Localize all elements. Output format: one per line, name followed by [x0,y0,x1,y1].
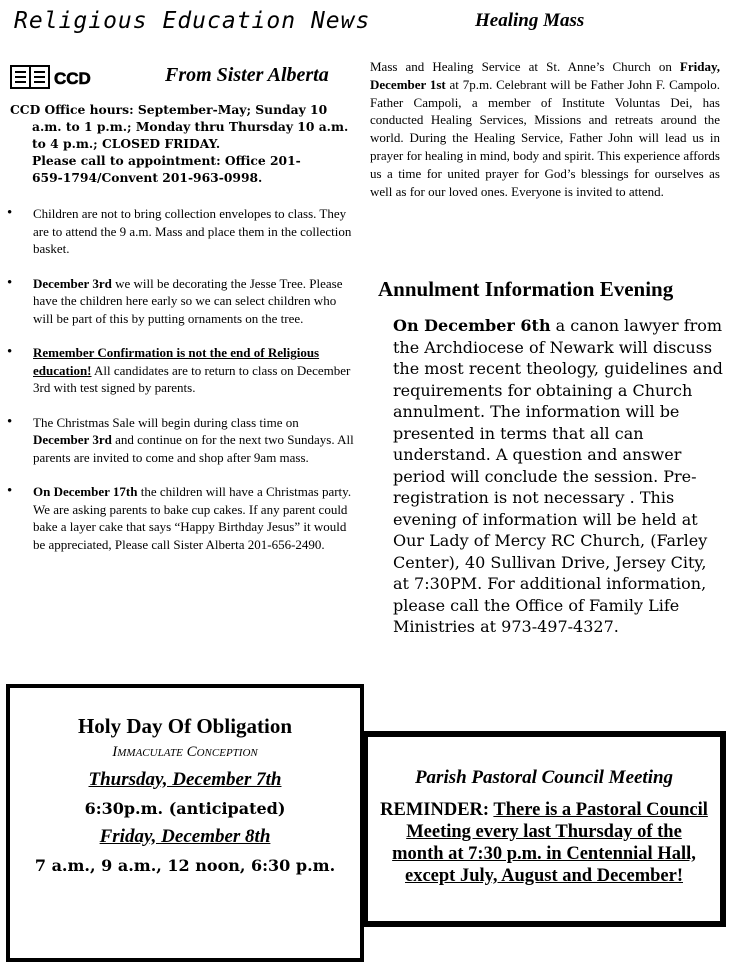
item-lead: On December 17th [33,484,138,499]
item-text: we will be decorating the Jesse Tree. Please have the children here early so we can select children who will be part of this by putting ornaments on the tree. [33,275,343,326]
holy-day-box [6,684,364,962]
healing-mass-text [370,58,720,200]
annulment-text [393,315,727,638]
annulment-lead: On December 6th [393,316,551,335]
office-hours-line: CCD Office hours: September-May; Sunday 10 [10,102,328,117]
healing-date: Friday, December 1st [370,59,720,92]
holy-day-date-2: Friday, December 8th [99,826,271,847]
list-item [6,275,356,328]
item-lead: December 3rd [33,275,112,291]
list-item [6,205,356,258]
reminder-label: REMINDER: [380,800,490,820]
office-hours-line: to 4 p.m.; CLOSED FRIDAY. [32,136,221,151]
parish-council-reminder [380,799,708,887]
annulment-body: a canon lawyer from the Archdiocese of Newark will discuss the most recent theology, guidelines and requirements for obtaining a Church annulment. The information will be presented in terms that all can understand. A question and answer period will conclude the session. Pre-registration is not necessary . This evening of information will be held at Our Lady of Mercy RC Church, (Farley Center), 40 Sullivan Drive, Jersey City, at 7:30PM. For additional information, please call the Office of Family Life Ministries at 973-497-4327. [393,316,723,636]
ccd-logo-text: CCD [54,69,91,88]
reminder-text: There is a Pastoral Council Meeting every last Thursday of the month at 7:30 p.m. in Centennial Hall, except July, August and December! [392,800,708,886]
office-hours-line: 659-1794/Convent 201-963-0998. [32,170,263,185]
item-lead: December 3rd [33,432,112,447]
healing-pre: Mass and Healing Service at St. Anne’s Church on [370,59,680,74]
healing-mass-heading: Healing Mass [475,10,585,31]
holy-day-title: Holy Day Of Obligation [77,714,293,738]
newsletter-title: Religious Education News [14,8,371,34]
list-item [6,483,356,553]
ccd-book-logo [8,60,100,92]
item-text: the children will have a Christmas party. We are asking parents to bake cup cakes. If any parent could bake a layer cake that says “Happy Birthday Jesus” it would be appreciated, Please call Sister Alberta 201-656-2490. [33,484,352,552]
list-item [6,344,356,397]
healing-post: at 7p.m. Celebrant will be Father John F. Campolo. Father Campoli, a member of Institute Voluntas Dei, has conducted Healing Services, Missions and retreats around the world. During the Healing Service, Father John will lead us in prayer for healing in mind, body and spirit. This experience affords us a time for united prayer for God’s blessings for ourselves as well as for our loved ones. Everyone is invited to attend. [370,76,720,199]
item-text: and continue on for the next two Sundays. All parents are invited to come and shop after 9am mass. [33,432,354,465]
item-text: All candidates are to return to class on December 3rd with test signed by parents. [33,362,351,395]
holy-day-time-2: 7 a.m., 9 a.m., 12 noon, 6:30 p.m. [34,856,336,875]
parish-council-box [362,731,726,927]
parish-council-title: Parish Pastoral Council Meeting [414,767,674,788]
office-hours-line: Please call to appointment: Office 201- [32,153,301,168]
holy-day-subtitle: Immaculate Conception [112,744,258,760]
annulment-heading: Annulment Information Evening [378,277,674,301]
office-hours-line: a.m. to 1 p.m.; Monday thru Thursday 10 a.m. [32,119,349,134]
item-pre: The Christmas Sale will begin during class time on [33,414,299,430]
item-lead: Remember Confirmation is not the end of Religious education! [33,345,320,378]
office-hours [10,101,360,186]
list-item [6,414,356,467]
item-text: Children are not to bring collection envelopes to class. They are to attend the 9 a.m. Mass and place them in the collection basket. [33,206,352,256]
holy-day-time-1: 6:30p.m. (anticipated) [84,799,286,818]
announcement-list [6,205,356,570]
holy-day-date-1: Thursday, December 7th [88,769,282,790]
from-sister-heading: From Sister Alberta [165,64,329,86]
